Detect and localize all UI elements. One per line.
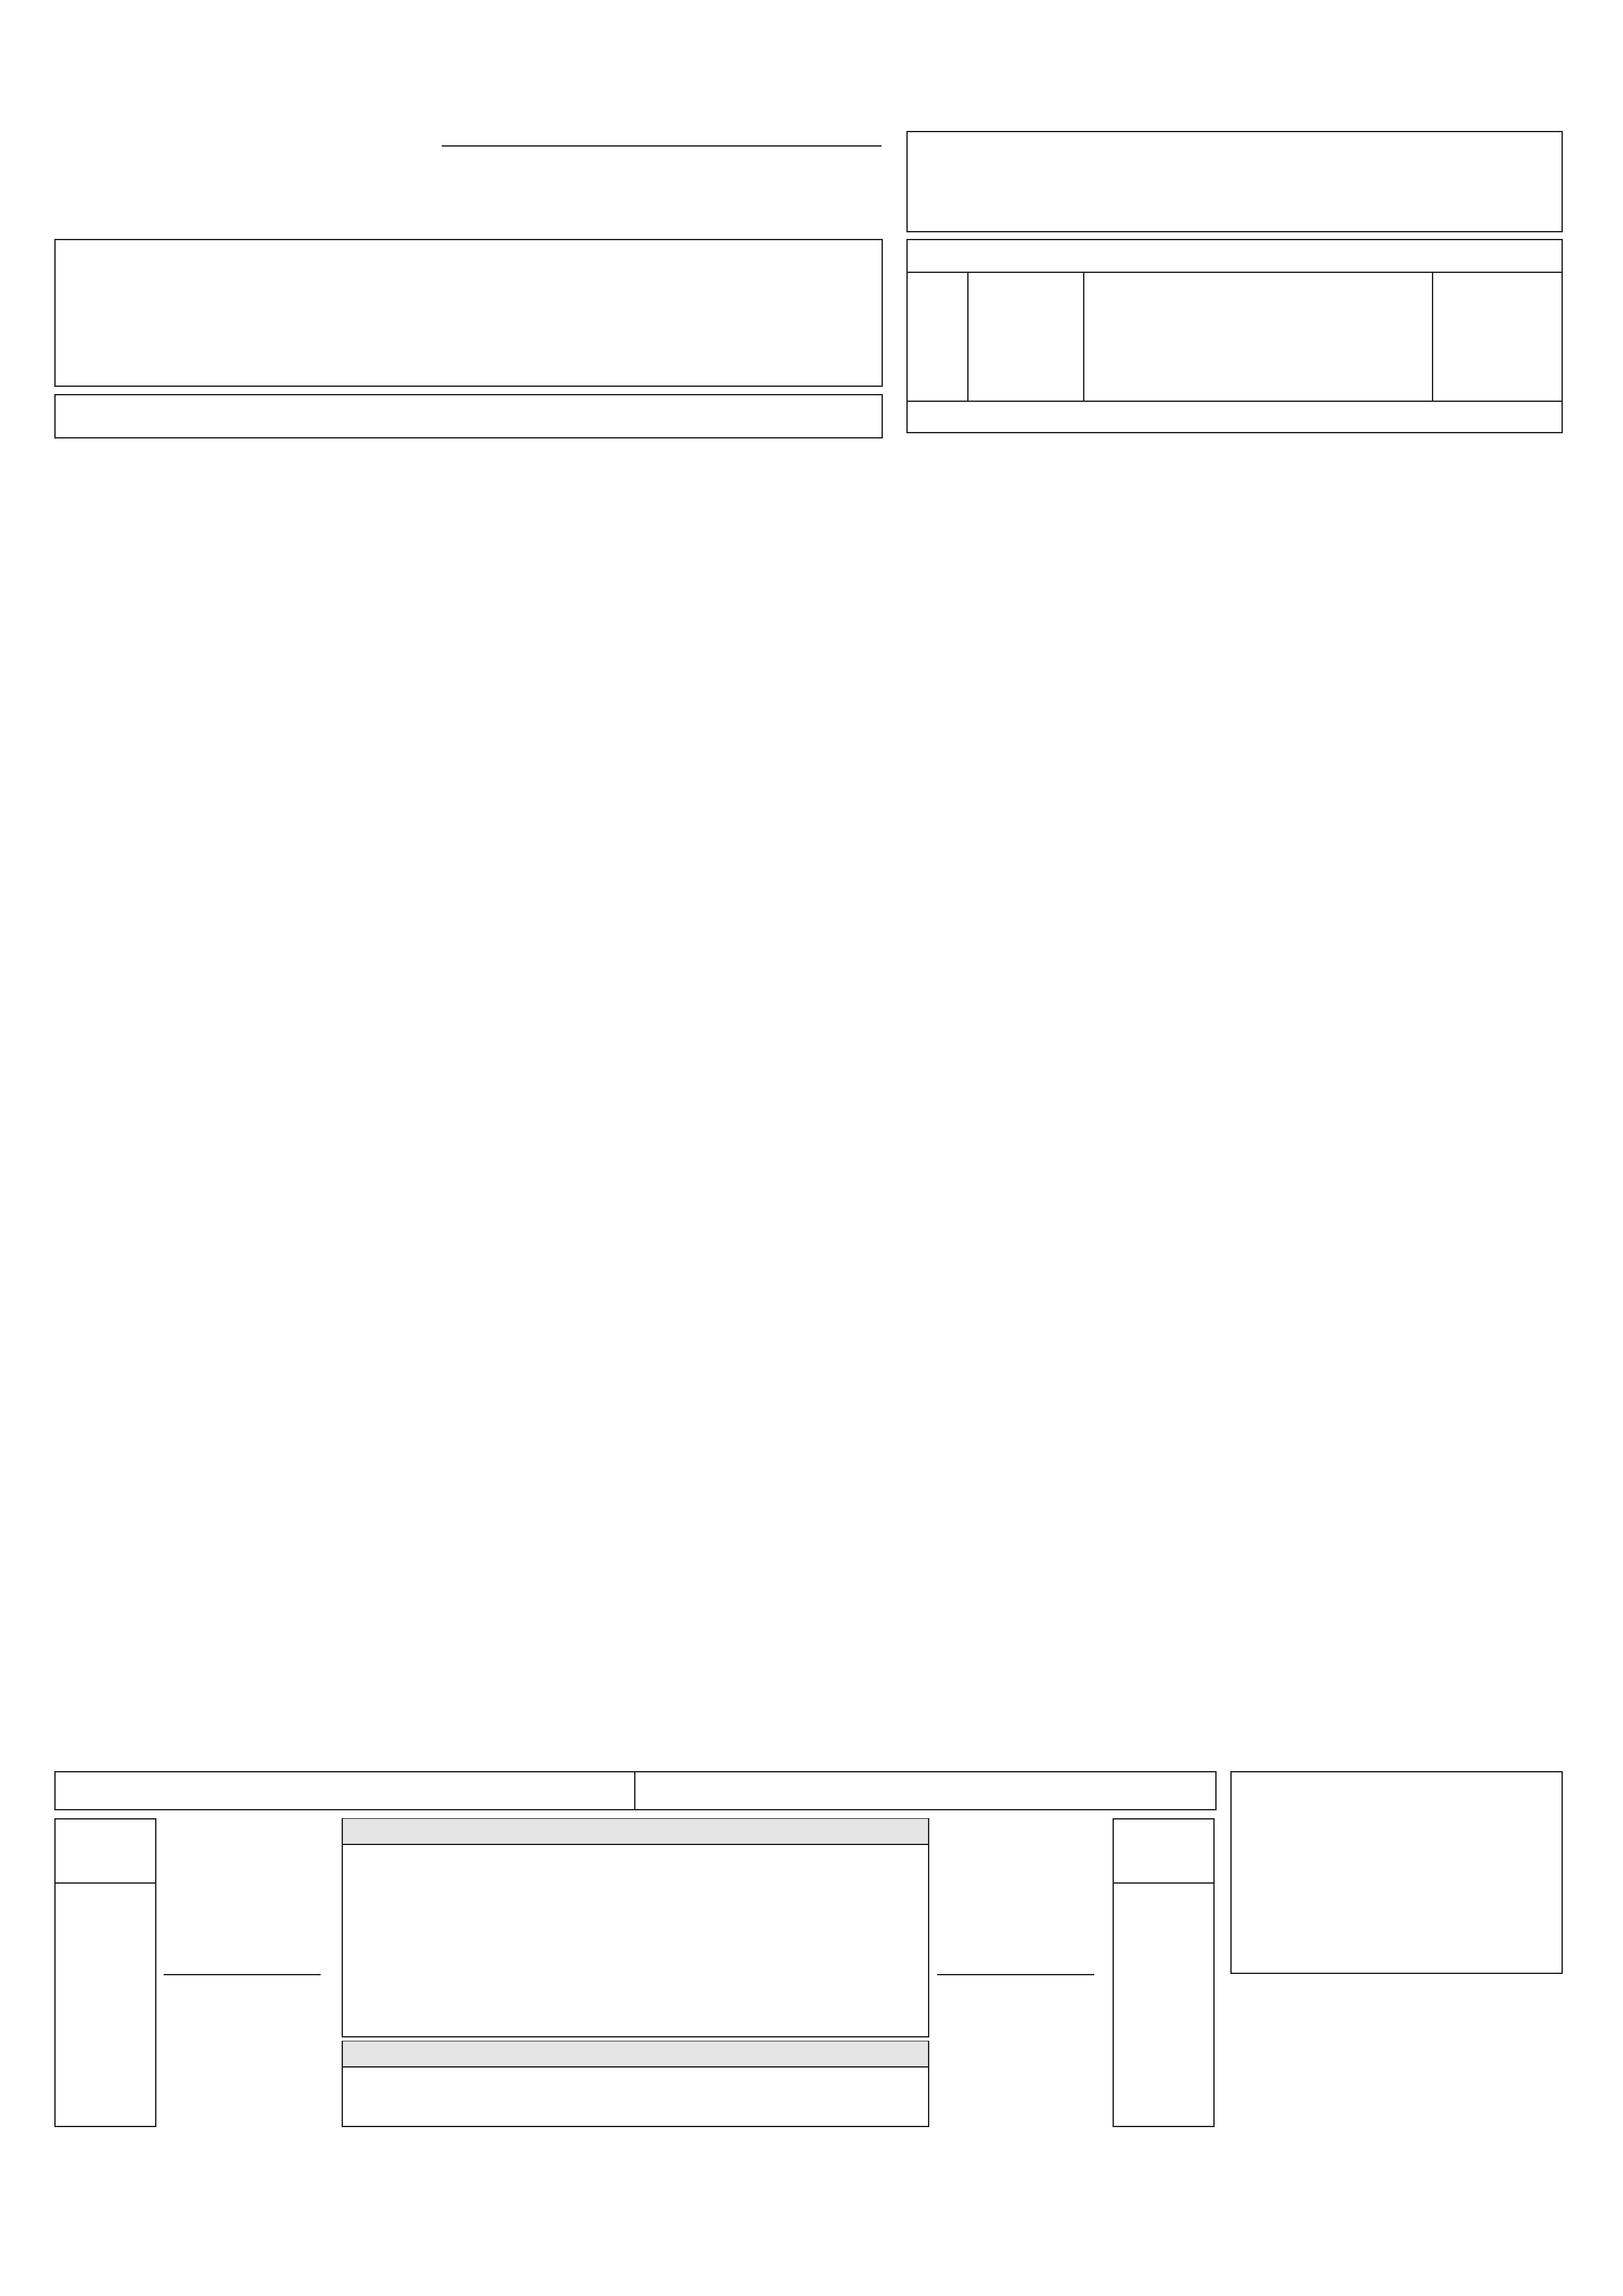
match-info-box (54, 239, 883, 387)
referee-box (54, 394, 883, 439)
rotation-a-box (54, 1818, 156, 2127)
rotation-b-box (1113, 1818, 1215, 2127)
sets-header-rule (906, 272, 1563, 273)
b-side-stats-2 (937, 1998, 1084, 2046)
b-side-rule (937, 1974, 1094, 1975)
header-divider (442, 145, 882, 147)
sets-box (906, 239, 1563, 433)
summary-team-b-box (634, 1771, 1217, 1810)
a-side-stats (164, 1830, 314, 1878)
first-ball-title (343, 1819, 928, 1845)
legend-box (1230, 1771, 1563, 1974)
first-ball-box (342, 1818, 929, 2037)
sets-col-rule-1 (967, 272, 969, 401)
a-side-rule (164, 1974, 321, 1975)
sets-total-rule (906, 401, 1563, 402)
summary-team-a-box (54, 1771, 635, 1810)
b-side-stats (937, 1830, 1084, 1878)
a-side-stats-2 (164, 1998, 314, 2046)
sets-col-rule-2 (1083, 272, 1084, 401)
rotation-a-rule (54, 1882, 156, 1884)
break-point-title (343, 2041, 928, 2068)
score-box (906, 131, 1563, 232)
rotation-b-rule (1113, 1882, 1215, 1884)
sets-col-rule-3 (1432, 272, 1433, 401)
